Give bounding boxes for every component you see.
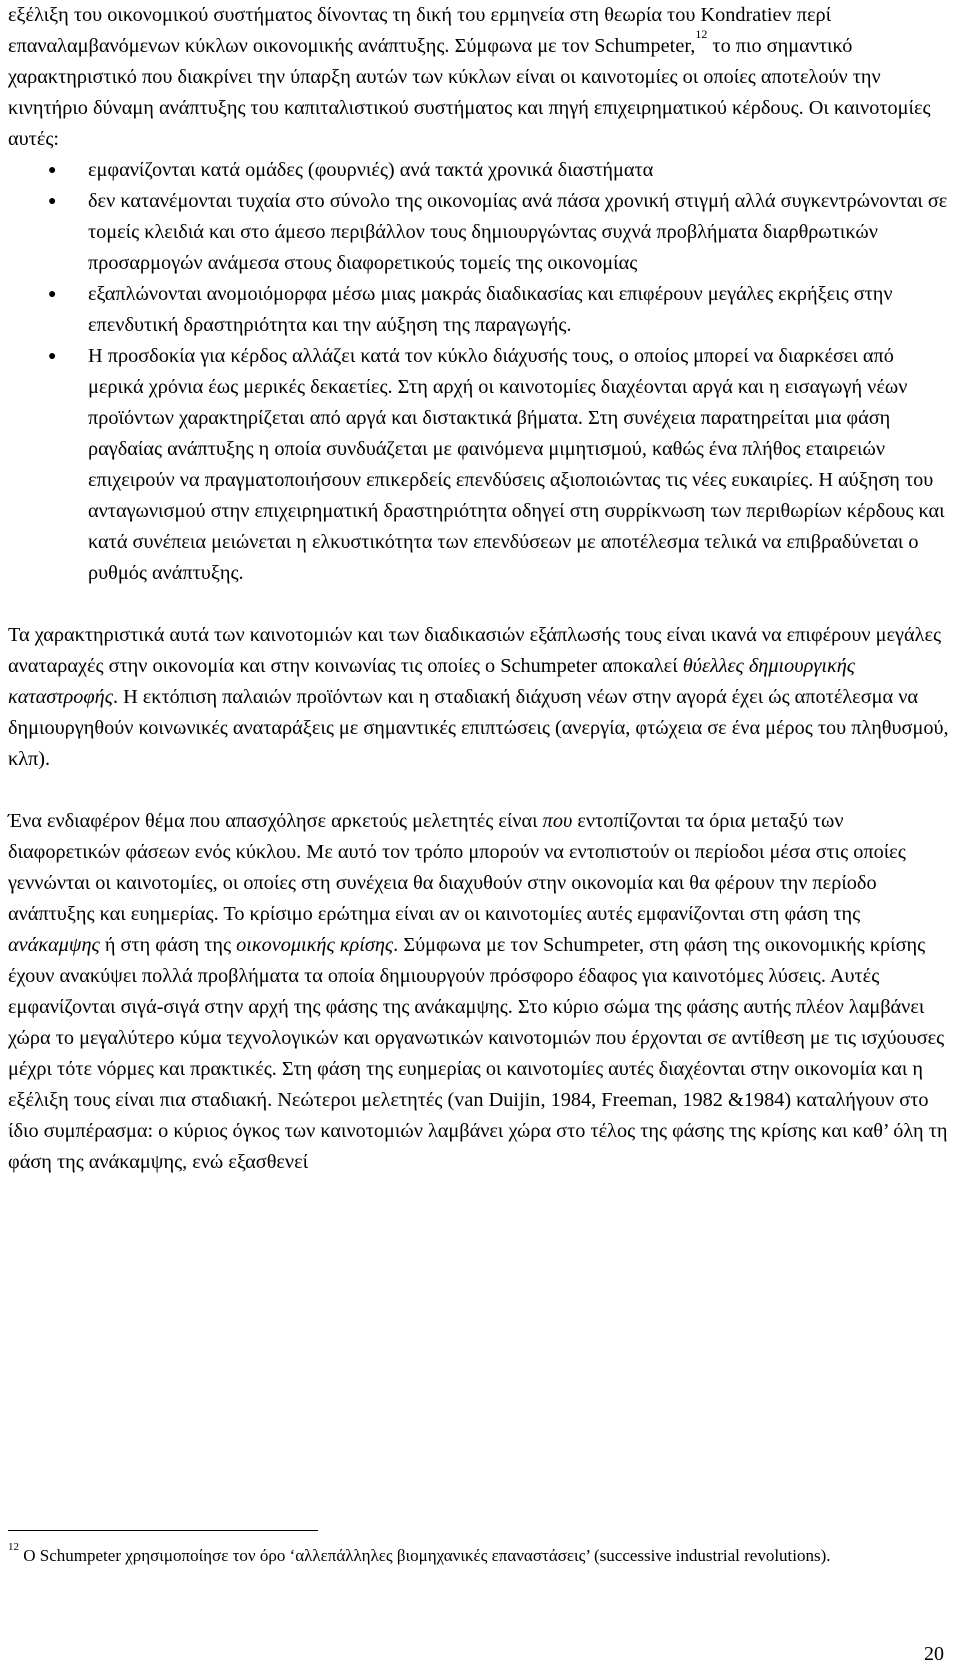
paragraph-text: εντοπίζονται τα όρια μεταξύ των διαφορετικών φάσεων ενός κύκλου. Με αυτό τον τρόπο μπορούν να εντοπιστούν οι περίοδοι μέσα στις οποίες γεννώνται οι καινοτομίες, οι οποίες στη συνέχεια θα διαχυθούν στην οικονομία και θα φέρουν την περίοδο ανάπτυξης και ευημερίας. Το κρίσιμο ερώτημα είναι αν οι καινοτομίες αυτές εμφανίζονται στη φάση της xyxy=(8,810,906,925)
italic-term: οικονομικής κρίσης xyxy=(236,934,394,956)
list-item xyxy=(8,341,950,589)
paragraph-text: . Σύμφωνα με τον Schumpeter, στη φάση της οικονομικής κρίσης έχουν ανακύψει πολλά προβλήματα τα οποία δημιουργούν πρόσφορο έδαφος για καινοτόμες λύσεις. Αυτές εμφανίζονται σιγά-σιγά στην αρχή της φάσης της ανάκαμψης. Στο κύριο σώμα της φάσης αυτής πλέον λαμβάνει χώρα το μεγαλύτερο κύμα τεχνολογικών και οργανωτικών καινοτομιών που έρχονται σε αντίθεση με τις ισχύουσες μέχρι τότε νόρμες και πρακτικές. Στη φάση της ευημερίας οι καινοτομίες αυτές διαχέονται στην οικονομία και η εξέλιξη τους είναι πια σταδιακή. Νεώτεροι μελετητές (van Duijin, 1984, Freeman, 1982 &1984) καταλήγουν στο ίδιο συμπέρασμα: ο κύριος όγκος των καινοτομιών λαμβάνει χώρα στο τέλος της φάσης της κρίσης και καθ’ όλη τη φάση της ανάκαμψης, ενώ εξασθενεί xyxy=(8,934,948,1173)
list-item-text: εξαπλώνονται ανομοιόμορφα μέσω μιας μακράς διαδικασίας και επιφέρουν μεγάλες εκρήξεις στην επενδυτική δραστηριότητα και την αύξηση της παραγωγής. xyxy=(88,283,893,336)
bullet-list xyxy=(8,155,950,589)
main-text xyxy=(8,0,950,1178)
paragraph-text: . Η εκτόπιση παλαιών προϊόντων και η σταδιακή διάχυση νέων στην αγορά έχει ώς αποτέλεσμα να δημιουργηθούν κοινωνικές αναταράξεις με σημαντικές επιπτώσεις (ανεργία, φτώχεια σε ένα μέρος του πληθυσμού, κλπ). xyxy=(8,686,949,770)
footnote-number: 12 xyxy=(8,1541,19,1553)
paragraph-text: Τα χαρακτηριστικά αυτά των καινοτομιών και των διαδικασιών εξάπλωσής τους είναι ικανά να επιφέρουν μεγάλες αναταραχές στην οικονομία και στην κοινωνίας τις οποίες ο Schumpeter αποκαλεί xyxy=(8,624,941,677)
bullet-icon: ● xyxy=(48,349,57,364)
footnote-text: O Schumpeter χρησιμοποίησε τον όρο ‘αλλεπάλληλες βιομηχανικές επαναστάσεις’ (successive industrial revolutions). xyxy=(19,1546,831,1565)
intro-text-part2: το πιο σημαντικό χαρακτηριστικό που διακρίνει την ύπαρξη αυτών των κύκλων είναι οι καινοτομίες οι οποίες αποτελούν την κινητήριο δύναμη ανάπτυξης του καπιταλιστικού συστήματος και πηγή επιχειρηματικού κέρδους. Οι καινοτομίες αυτές: xyxy=(8,35,931,150)
page-number: 20 xyxy=(924,1643,944,1665)
list-item xyxy=(8,186,950,279)
list-item-text: εμφανίζονται κατά ομάδες (φουρνιές) ανά τακτά χρονικά διαστήματα xyxy=(88,159,654,181)
paragraph-gap xyxy=(8,589,950,620)
list-item-text: Η προσδοκία για κέρδος αλλάζει κατά τον κύκλο διάχυσής τους, ο οποίος μπορεί να διαρκέσει από μερικά χρόνια έως μερικές δεκαετίες. Στη αρχή οι καινοτομίες διαχέονται αργά και η εισαγωγή νέων προϊόντων χαρακτηρίζεται από αργά και διστακτικά βήματα. Στη συνέχεια παρατηρείται μια φάση ραγδαίας ανάπτυξης η οποία συνδυάζεται με φαινόμενα μιμητισμού, καθώς ένα πλήθος εταιρειών επιχειρούν να πραγματοποιήσουν επικερδείς επενδύσεις αξιοποιώντας τις νέες ευκαιρίες. Η αύξηση του ανταγωνισμού στην επιχειρηματική δραστηριότητα οδηγεί στη συρρίκνωση των περιθωρίων κέρδους και κατά συνέπεια μειώνεται η ελκυστικότητα των επενδύσεων με αποτέλεσμα τελικά να επιβραδύνεται ο ρυθμός ανάπτυξης. xyxy=(88,345,945,584)
paragraph-text: ή στη φάση της xyxy=(99,934,237,956)
paragraph-text: Ένα ενδιαφέρον θέμα που απασχόλησε αρκετούς μελετητές είναι xyxy=(8,810,543,832)
paragraph-gap xyxy=(8,775,950,806)
list-item xyxy=(8,279,950,341)
list-item-text: δεν κατανέμονται τυχαία στο σύνολο της οικονομίας ανά πάσα χρονική στιγμή αλλά συγκεντρώνονται σε τομείς κλειδιά και στο άμεσο περιβάλλον τους δημιουργώντας συχνά προβλήματα διαρθρωτικών προσαρμογών ανάμεσα στους διαφορετικούς τομείς της οικονομίας xyxy=(88,190,948,274)
paragraph-schumpeter-storms xyxy=(8,620,950,775)
italic-term: που xyxy=(542,810,573,832)
footnote xyxy=(8,1541,938,1567)
list-item xyxy=(8,155,950,186)
footnote-reference[interactable]: 12 xyxy=(695,27,708,41)
intro-paragraph xyxy=(8,0,950,155)
intro-text-part1: εξέλιξη του οικονομικού συστήματος δίνοντας τη δική του ερμηνεία στη θεωρία του Kondratiev περί επαναλαμβανόμενων κύκλων οικονομικής ανάπτυξης. Σύμφωνα με τον Schumpeter, xyxy=(8,4,832,57)
bullet-icon: ● xyxy=(48,163,57,178)
bullet-icon: ● xyxy=(48,287,57,302)
italic-term: θύελλες δημιουργικής καταστροφής xyxy=(8,655,855,708)
italic-term: ανάκαμψης xyxy=(8,934,100,956)
bullet-icon: ● xyxy=(48,194,57,209)
footnote-divider xyxy=(8,1530,318,1531)
paragraph-cycle-phases xyxy=(8,806,950,1178)
